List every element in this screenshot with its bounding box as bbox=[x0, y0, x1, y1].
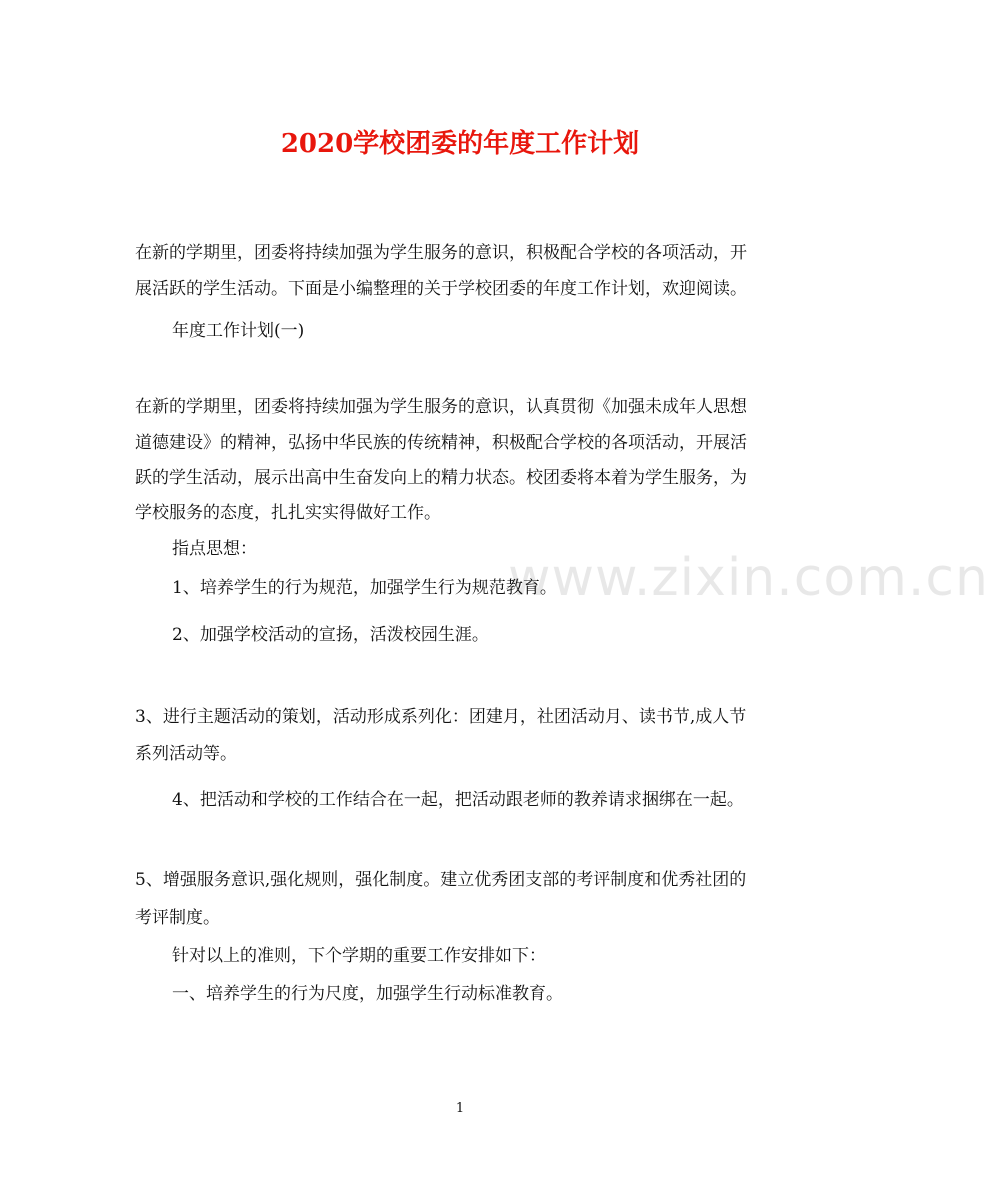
list-item-1: 1、培养学生的行为规范，加强学生行为规范教育。 bbox=[172, 578, 557, 598]
list-item-4: 4、把活动和学校的工作结合在一起，把活动跟老师的教养请求捆绑在一起。 bbox=[172, 790, 744, 810]
list-item-5-line-1: 5、增强服务意识,强化规则，强化制度。建立优秀团支部的考评制度和优秀社团的 bbox=[135, 870, 747, 890]
section-heading: 年度工作计划(一) bbox=[172, 321, 305, 341]
list-item-5-line-2: 考评制度。 bbox=[135, 908, 220, 928]
paragraph-1-line-3: 跃的学生活动，展示出高中生奋发向上的精力状态。校团委将本着为学生服务，为 bbox=[135, 468, 747, 488]
document-title: 2020学校团委的年度工作计划 bbox=[280, 129, 640, 159]
guiding-label: 指点思想： bbox=[172, 539, 257, 559]
list-item-2: 2、加强学校活动的宣扬，活泼校园生涯。 bbox=[172, 625, 489, 645]
arrangement-intro: 针对以上的准则，下个学期的重要工作安排如下： bbox=[172, 946, 546, 966]
paragraph-1-line-4: 学校服务的态度，扎扎实实得做好工作。 bbox=[135, 503, 441, 523]
paragraph-1-line-2: 道德建设》的精神，弘扬中华民族的传统精神，积极配合学校的各项活动，开展活 bbox=[135, 433, 747, 453]
intro-line-1: 在新的学期里，团委将持续加强为学生服务的意识，积极配合学校的各项活动，开 bbox=[135, 243, 747, 263]
intro-line-2: 展活跃的学生活动。下面是小编整理的关于学校团委的年度工作计划，欢迎阅读。 bbox=[135, 279, 747, 299]
list-item-3-line-1: 3、进行主题活动的策划，活动形成系列化：团建月，社团活动月、读书节,成人节 bbox=[135, 707, 747, 727]
page-number: 1 bbox=[455, 1101, 465, 1116]
arrangement-item-1: 一、培养学生的行为尺度，加强学生行动标准教育。 bbox=[172, 984, 563, 1004]
watermark: www.zixin.com.cn bbox=[508, 548, 989, 608]
paragraph-1-line-1: 在新的学期里，团委将持续加强为学生服务的意识，认真贯彻《加强未成年人思想 bbox=[135, 397, 747, 417]
list-item-3-line-2: 系列活动等。 bbox=[135, 744, 237, 764]
